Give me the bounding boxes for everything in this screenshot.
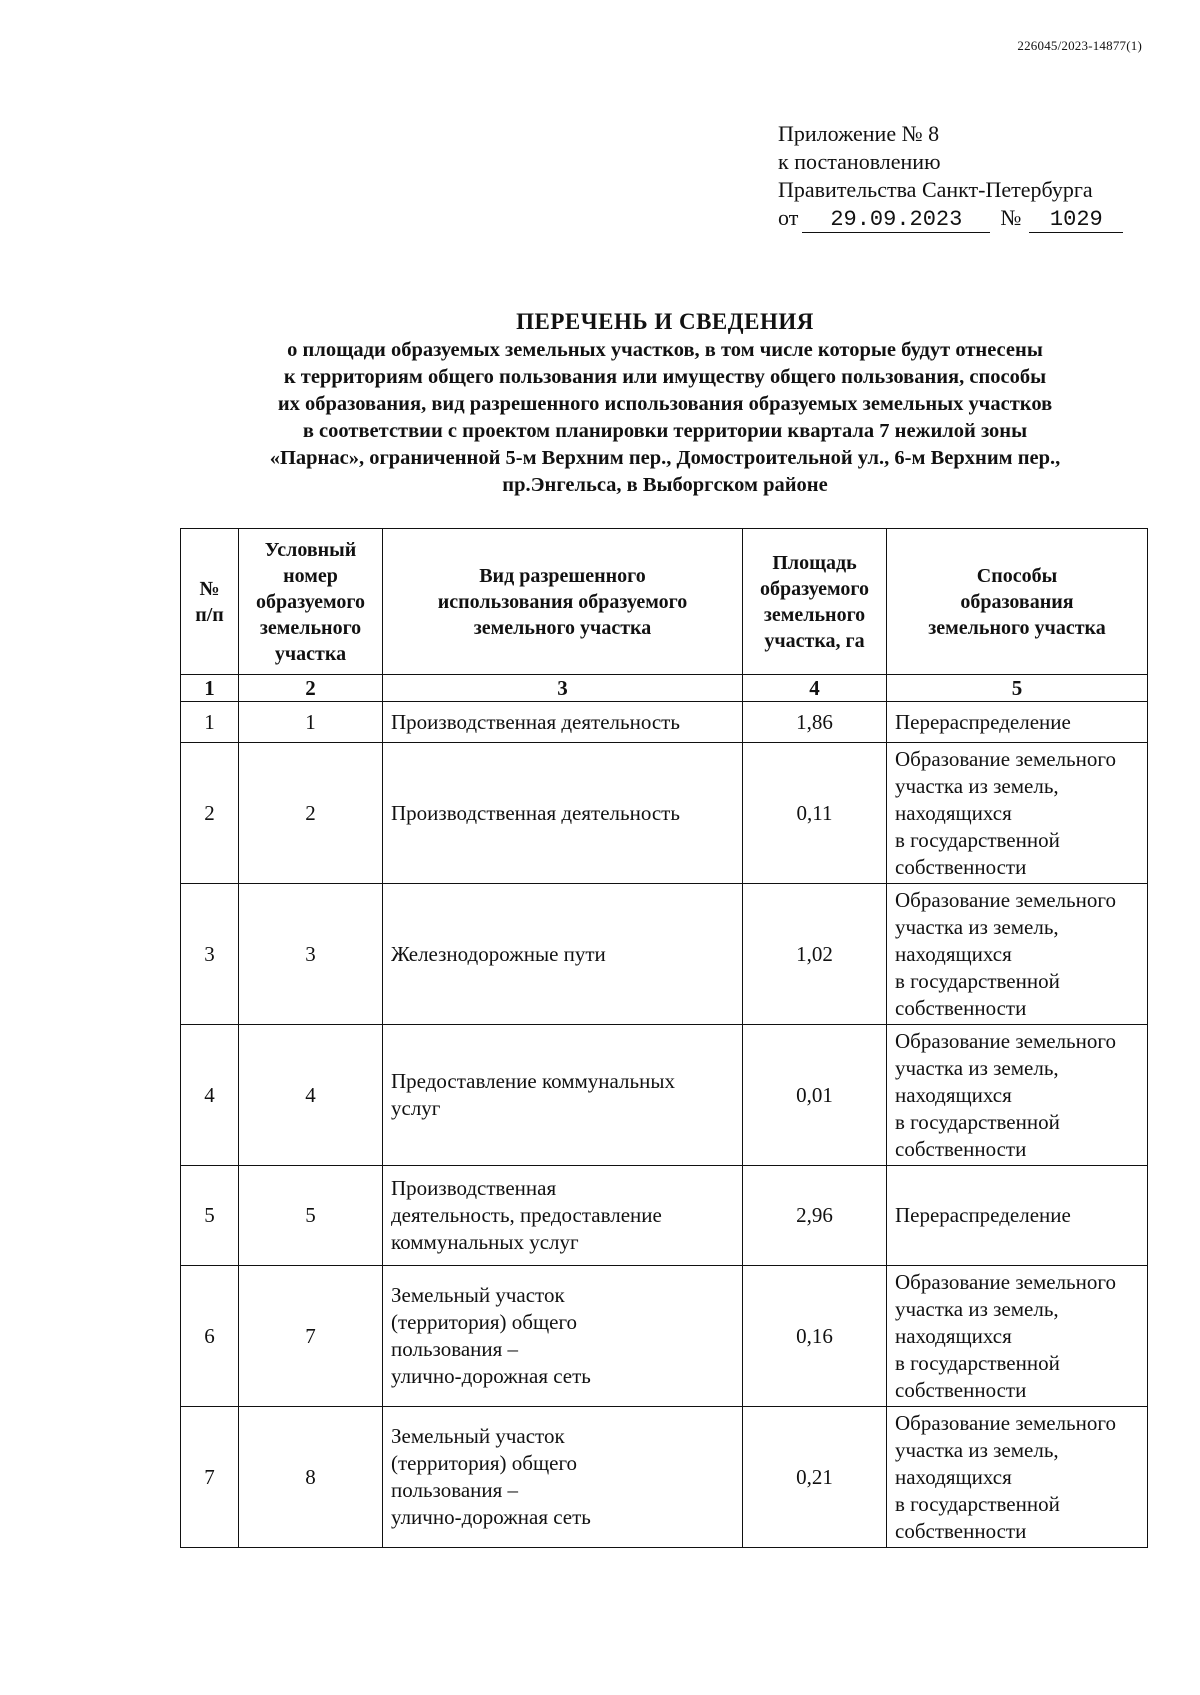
plot-id: 1 [239, 702, 383, 743]
plot-id: 8 [239, 1407, 383, 1548]
header-area: Площадь образуемого земельного участка, га [743, 529, 887, 675]
plot-area: 0,21 [743, 1407, 887, 1548]
title-line: «Парнас», ограниченной 5-м Верхним пер., Домостроительной ул., 6-м Верхним пер., [269, 447, 1061, 469]
permitted-use: Земельный участок (территория) общего пользования – улично-дорожная сеть [383, 1407, 743, 1548]
title-line: пр.Энгельса, в Выборгском районе [502, 474, 828, 496]
permitted-use: Производственная деятельность, предоставление коммунальных услуг [383, 1166, 743, 1266]
plot-id: 2 [239, 743, 383, 884]
column-number: 3 [383, 675, 743, 702]
appendix-authority: Правительства Санкт-Петербурга [778, 177, 1093, 202]
plot-area: 2,96 [743, 1166, 887, 1266]
appendix-number: Приложение № 8 [778, 121, 940, 146]
plot-area: 1,02 [743, 884, 887, 1025]
document-id: 226045/2023-14877(1) [1017, 38, 1142, 53]
permitted-use: Предоставление коммунальных услуг [383, 1025, 743, 1166]
column-number: 1 [181, 675, 239, 702]
header-permitted-use: Вид разрешенного использования образуемого земельного участка [383, 529, 743, 675]
formation-method: Перераспределение [887, 1166, 1148, 1266]
plot-id: 5 [239, 1166, 383, 1266]
column-number: 2 [239, 675, 383, 702]
formation-method: Образование земельного участка из земель, находящихся в государственной собственности [887, 743, 1148, 884]
title-line: к территориям общего пользования или имуществу общего пользования, способы [283, 366, 1047, 388]
from-label: от [778, 205, 799, 230]
table-row [181, 1166, 1148, 1266]
column-number-row [181, 675, 1148, 702]
table-row [181, 702, 1148, 743]
plot-area: 1,86 [743, 702, 887, 743]
title-main: ПЕРЕЧЕНЬ И СВЕДЕНИЯ [516, 309, 814, 334]
appendix-date-row [778, 204, 1123, 233]
title-line: их образования, вид разрешенного использования образуемых земельных участков [277, 393, 1053, 415]
document-title [170, 307, 1160, 499]
title-description [170, 337, 1160, 499]
header-plot-id: Условный номер образуемого земельного участка [239, 529, 383, 675]
column-number: 4 [743, 675, 887, 702]
formation-method: Образование земельного участка из земель, находящихся в государственной собственности [887, 1266, 1148, 1407]
plot-id: 3 [239, 884, 383, 1025]
decree-number: 1029 [1029, 208, 1123, 233]
permitted-use: Железнодорожные пути [383, 884, 743, 1025]
formation-method: Образование земельного участка из земель, находящихся в государственной собственности [887, 884, 1148, 1025]
permitted-use: Производственная деятельность [383, 702, 743, 743]
header-number: № п/п [181, 529, 239, 675]
row-number: 3 [181, 884, 239, 1025]
table-row [181, 743, 1148, 884]
plot-area: 0,01 [743, 1025, 887, 1166]
formation-method: Образование земельного участка из земель, находящихся в государственной собственности [887, 1025, 1148, 1166]
decree-date: 29.09.2023 [802, 208, 990, 233]
row-number: 1 [181, 702, 239, 743]
table-row [181, 1025, 1148, 1166]
land-plots-table [180, 528, 1148, 1548]
plot-id: 4 [239, 1025, 383, 1166]
permitted-use: Земельный участок (территория) общего пользования – улично-дорожная сеть [383, 1266, 743, 1407]
table-row [181, 1266, 1148, 1407]
plot-id: 7 [239, 1266, 383, 1407]
appendix-block [778, 120, 1123, 233]
formation-method: Перераспределение [887, 702, 1148, 743]
number-label: № [1000, 205, 1022, 230]
row-number: 5 [181, 1166, 239, 1266]
header-formation-method: Способы образования земельного участка [887, 529, 1148, 675]
title-line: в соответствии с проектом планировки территории квартала 7 нежилой зоны [302, 420, 1028, 442]
permitted-use: Производственная деятельность [383, 743, 743, 884]
row-number: 7 [181, 1407, 239, 1548]
row-number: 6 [181, 1266, 239, 1407]
formation-method: Образование земельного участка из земель, находящихся в государственной собственности [887, 1407, 1148, 1548]
row-number: 2 [181, 743, 239, 884]
plot-area: 0,16 [743, 1266, 887, 1407]
table-header-row [181, 529, 1148, 675]
appendix-ref: к постановлению [778, 149, 941, 174]
plot-area: 0,11 [743, 743, 887, 884]
column-number: 5 [887, 675, 1148, 702]
table-row [181, 1407, 1148, 1548]
table-row [181, 884, 1148, 1025]
title-line: о площади образуемых земельных участков, в том числе которые будут отнесены [287, 339, 1043, 361]
row-number: 4 [181, 1025, 239, 1166]
